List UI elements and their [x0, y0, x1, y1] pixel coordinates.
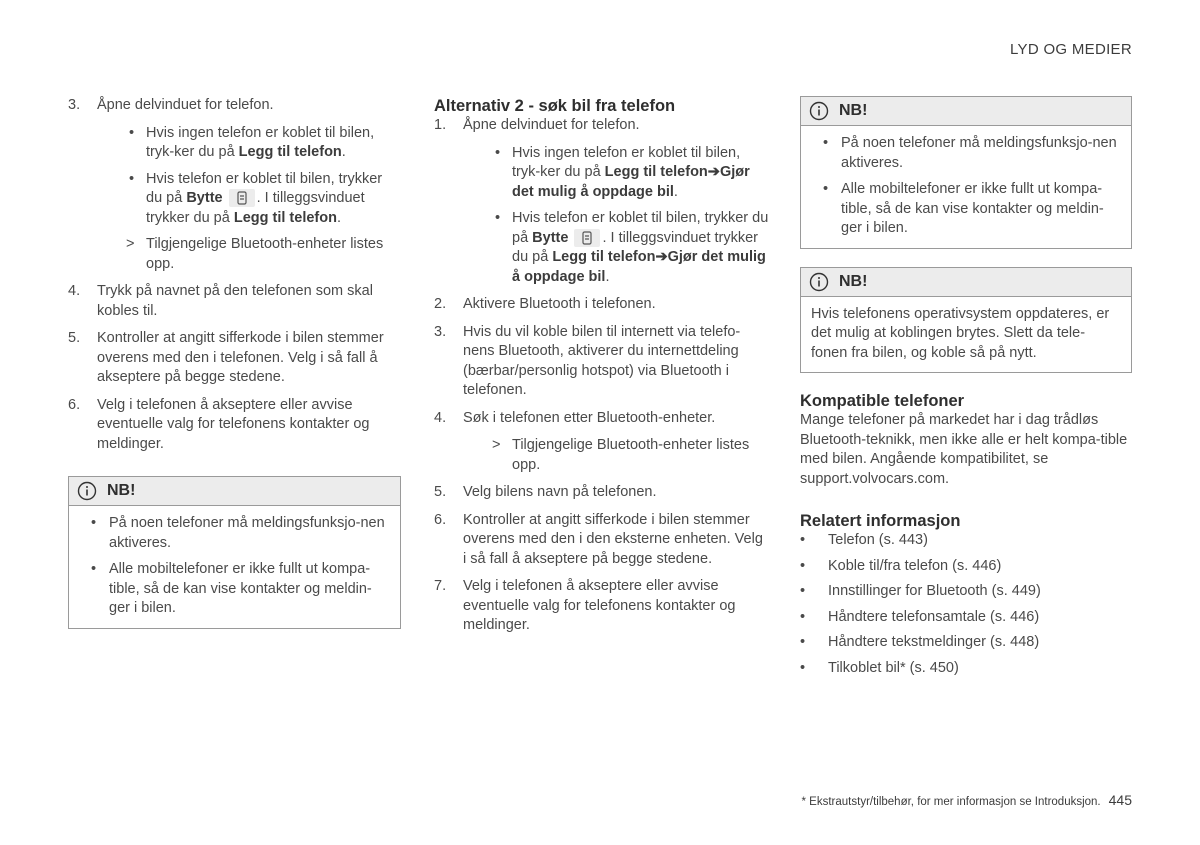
bullet-dot: •: [129, 170, 135, 187]
footnote-text: * Ekstrautstyr/tilbehør, for mer informasjon se Introduksjon.: [801, 796, 1101, 808]
related-link[interactable]: • Håndtere tekstmeldinger (s. 448): [800, 634, 1040, 650]
step-list: [68, 96, 401, 454]
info-circle-icon: [809, 101, 829, 121]
step-4: 4. Trykk på navnet på den telefonen som skal kobles til.: [68, 283, 373, 319]
arrow-right-icon: ➔: [707, 164, 720, 180]
arrow-right-icon: ➔: [655, 249, 668, 265]
section-heading: Alternativ 2 - søk bil fra telefon: [434, 97, 676, 115]
step-3: 3. Hvis du vil koble bilen til internett via telefo-nens Bluetooth, aktiverer du internettdeling (bærbar/personlig hotspot) via Bluetooth i telefonen.: [434, 323, 741, 398]
page-number: 445: [1108, 792, 1132, 808]
phone-swap-icon: [229, 189, 255, 207]
bullet-item: • Hvis ingen telefon er koblet til bilen, tryk-ker du på Legg til telefon.: [129, 124, 375, 160]
step-6: 6. Velg i telefonen å akseptere eller avvise eventuelle valg for telefonens kontakter og meldinger.: [68, 396, 370, 452]
note-box: [68, 476, 401, 629]
section-title: LYD OG MEDIER: [1010, 41, 1132, 58]
step-1: 1. Åpne delvinduet for telefon. • Hvis ingen telefon er koblet til bilen, tryk-ker du på Legg til telefon➔Gjør det mulig å oppdage bil. • Hvis telefon er koblet til bilen, trykker du på Bytte . I tilleggsvinduet trykker du på Legg til telefon➔Gjør det mulig å oppdage bil.: [434, 116, 769, 287]
related-link[interactable]: • Koble til/fra telefon (s. 446): [800, 557, 1002, 574]
footnote: [802, 791, 1132, 813]
note-title: NB!: [107, 482, 136, 500]
compat-section: [800, 391, 1132, 489]
section-heading: Kompatible telefoner: [800, 392, 965, 410]
compat-text: Mange telefoner på markedet har i dag trådløs Bluetooth-teknikk, men ikke alle er helt kompa-tible med bilen. Angående kompatibilitet, se support.volvocars.com.: [800, 412, 1128, 487]
step-list: [434, 116, 769, 636]
note-title: NB!: [839, 272, 868, 290]
related-link[interactable]: • Telefon (s. 443): [800, 532, 928, 548]
step-6: 6. Kontroller at angitt sifferkode i bilen stemmer overens med den i den eksterne enheten. Velg i så fall å akseptere på begge stedene.: [434, 511, 763, 567]
bullet-item: • Hvis telefon er koblet til bilen, trykker du på Bytte . I tilleggsvinduet trykker du på Legg til telefon.: [129, 170, 383, 226]
bullet-item: • Hvis telefon er koblet til bilen, trykker du på Bytte . I tilleggsvinduet trykker du på Legg til telefon➔Gjør det mulig å oppdage bil.: [495, 210, 769, 285]
note-title: NB!: [839, 102, 868, 120]
note-item: • Alle mobiltelefoner er ikke fullt ut kompa-tible, så de kan vise kontakter og meldin-ger i bilen.: [823, 181, 1104, 236]
result-marker: >: [126, 236, 135, 252]
section-heading: Relatert informasjon: [800, 512, 961, 530]
note-item: • På noen telefoner må meldingsfunksjo-nen aktiveres.: [91, 515, 385, 551]
step-2: 2. Aktivere Bluetooth i telefonen.: [434, 296, 656, 312]
info-circle-icon: [77, 481, 97, 501]
related-list: [800, 531, 1132, 678]
related-link[interactable]: • Håndtere telefonsamtale (s. 446): [800, 608, 1040, 625]
result-item: > Tilgjengelige Bluetooth-enheter listes opp.: [492, 437, 750, 473]
step-text: Åpne delvinduet for telefon.: [97, 97, 274, 113]
related-link[interactable]: • Tilkoblet bil* (s. 450): [800, 659, 959, 676]
step-3: 3. Åpne delvinduet for telefon. • Hvis ingen telefon er koblet til bilen, tryk-ker du på Legg til telefon. • Hvis telefon er koblet til bilen, trykker du på Bytte . I tilleggsvinduet trykker du på Legg til telefon. > Tilgjengelige Bluetooth-enheter listes opp.: [68, 96, 401, 274]
bullet-item: • Hvis ingen telefon er koblet til bilen, tryk-ker du på Legg til telefon➔Gjør det mulig å oppdage bil.: [495, 144, 750, 200]
column-right: [800, 96, 1132, 684]
result-item: > Tilgjengelige Bluetooth-enheter listes opp.: [126, 236, 384, 272]
note-item: • Alle mobiltelefoner er ikke fullt ut kompa-tible, så de kan vise kontakter og meldin-ger i bilen.: [91, 561, 372, 616]
column-left: [68, 96, 401, 647]
step-4: 4. Søk i telefonen etter Bluetooth-enheter. > Tilgjengelige Bluetooth-enheter listes opp.: [434, 409, 769, 476]
note-text: Hvis telefonens operativsystem oppdateres, er det mulig at koblingen brytes. Slett da tele-fonen fra bilen, og koble så på nytt.: [811, 305, 1110, 361]
step-5: 5. Velg bilens navn på telefonen.: [434, 484, 657, 500]
note-box: [800, 96, 1132, 249]
info-circle-icon: [809, 272, 829, 292]
related-link[interactable]: • Innstillinger for Bluetooth (s. 449): [800, 583, 1041, 599]
bullet-dot: •: [129, 124, 135, 141]
phone-swap-icon: [574, 229, 600, 247]
related-section: [800, 511, 1132, 678]
step-5: 5. Kontroller at angitt sifferkode i bilen stemmer overens med den i telefonen. Velg i så fall å akseptere på begge stedene.: [68, 330, 384, 385]
step-7: 7. Velg i telefonen å akseptere eller avvise eventuelle valg for telefonens kontakter og meldinger.: [434, 578, 736, 633]
note-item: • På noen telefoner må meldingsfunksjo-nen aktiveres.: [823, 135, 1117, 171]
note-box: [800, 267, 1132, 374]
column-middle: [434, 96, 769, 644]
